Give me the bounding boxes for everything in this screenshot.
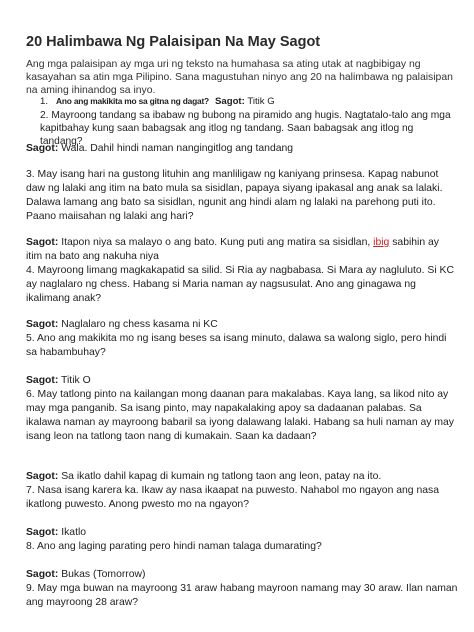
answer-8-label: Sagot:	[26, 569, 59, 580]
answer-3	[26, 236, 458, 264]
answer-3-text-before: Itapon niya sa malayo o ang bato. Kung puti ang matira sa sisidlan,	[61, 237, 371, 248]
question-1-number: 1.	[40, 96, 49, 107]
question-1	[40, 96, 472, 107]
answer-2	[26, 142, 458, 156]
answer-6-text: Sa ikatlo dahil kapag di kumain ng tatlong taon ang leon, patay na ito.	[61, 471, 382, 482]
question-8: 8. Ano ang laging parating pero hindi naman talaga dumarating?	[26, 541, 322, 552]
answer-7	[26, 526, 458, 540]
question-2: 2. Mayroong tandang sa ibabaw ng bubong na piramido ang hugis. Nagtatalo-talo ang mga kapitbahay kung saan babagsak ang itlog ng tandang. Saan babagsak ang itlog ng tandang?	[40, 110, 451, 147]
question-7: 7. Nasa isang karera ka. Ikaw ay nasa ikaapat na puwesto. Nahabol mo ngayon ang nasa ikatlong puwesto. Anong pwesto mo na ngayon?	[26, 485, 439, 510]
answer-6-label: Sagot:	[26, 471, 59, 482]
answer-8-text: Bukas (Tomorrow)	[61, 569, 146, 580]
answer-6	[26, 470, 458, 484]
answer-7-label: Sagot:	[26, 527, 59, 538]
answer-4-label: Sagot:	[26, 319, 59, 330]
question-4: 4. Mayroong limang magkakapatid sa silid. Si Ria ay nagbabasa. Si Mara ay nagluluto. Si KC ay naglalaro ng chess. Habang si Maria naman ay nagsusulat. Ano ang ginagawa ng ikalimang anak?	[26, 265, 454, 304]
answer-5	[26, 374, 458, 388]
answer-7-text: Ikatlo	[61, 527, 87, 538]
question-1-answer-label: Sagot:	[214, 96, 245, 107]
answer-5-text: Titik O	[61, 375, 91, 386]
answer-4-text: Naglalaro ng chess kasama ni KC	[61, 319, 218, 330]
answer-5-label: Sagot:	[26, 375, 59, 386]
question-5: 5. Ano ang makikita mo ng isang beses sa isang minuto, dalawa sa walong siglo, pero hindi sa habambuhay?	[26, 333, 447, 358]
question-9: 9. May mga buwan na mayroong 31 araw habang mayroon namang may 30 araw. Ilan naman ang mayroong 28 araw?	[26, 583, 458, 608]
page-title: 20 Halimbawa Ng Palaisipan Na May Sagot	[26, 34, 321, 50]
answer-8	[26, 568, 458, 582]
question-3: 3. May isang hari na gustong lituhin ang manliligaw ng kaniyang prinsesa. Kapag nabunot daw ng lalaki ang itim na bato mula sa sisidlan, papaya siyang ipakasal ang anak sa lalaki. Dalawa lamang ang bato sa sisidlan, ngunit ang hindi alam ng lalaki na parehong puti ito. Paano maiisahan ng lalaki ang hari?	[26, 169, 443, 222]
question-6: 6. May tatlong pinto na kailangan mong daanan para makalabas. Kaya lang, sa likod nito ay may mga panganib. Sa isang pinto, may napakalaking apoy sa dadaanan palabas. Sa ikalawa naman ay mayroong babaril sa iyong dalawang lalaki. Habang sa huli naman ay may isang leon na tatlong taon nang di kumakain. Saan ka dadaan?	[26, 389, 454, 442]
answer-4	[26, 318, 458, 332]
question-1-text: Ano ang makikita mo sa gitna ng dagat?	[56, 96, 209, 106]
intro-paragraph: Ang mga palaisipan ay mga uri ng teksto na humahasa sa ating utak at nagbibigay ng kasayahan sa atin mga Pilipino. Sana magustuhan ninyo ang 20 na halimbawa ng palaisipan na aming ihinandog sa inyo.	[26, 59, 453, 96]
answer-2-text: Wala. Dahil hindi naman nangingitlog ang tandang	[61, 143, 294, 154]
answer-3-label: Sagot:	[26, 237, 59, 248]
answer-3-link[interactable]: ibig	[373, 237, 390, 248]
answer-2-label: Sagot:	[26, 143, 59, 154]
answer-3-text-after: sabihin ay itim na bato ang nakuha niya	[26, 237, 440, 262]
question-1-answer: Titik G	[247, 96, 275, 107]
